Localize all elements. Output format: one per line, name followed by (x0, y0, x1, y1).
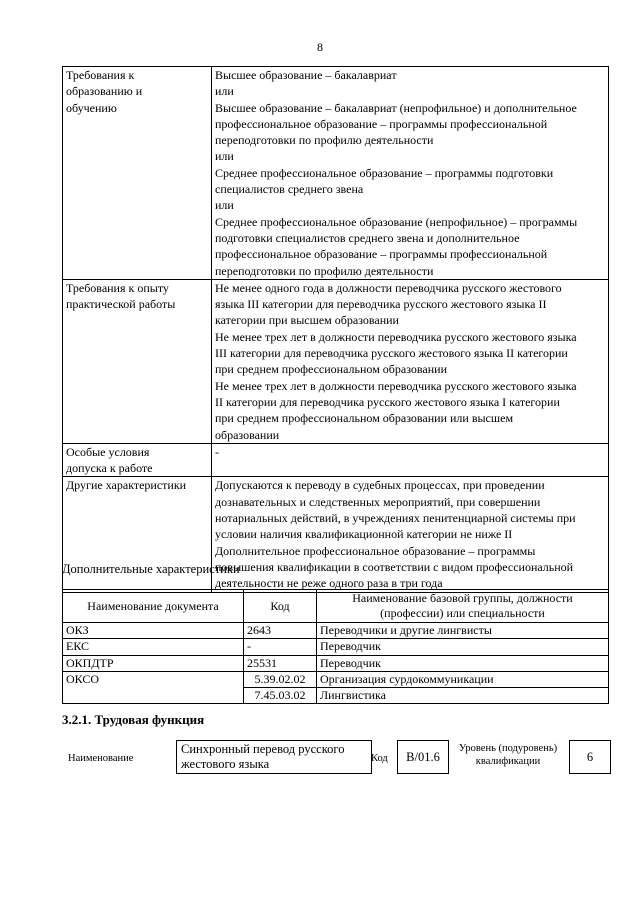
name-label: Наименование (68, 753, 134, 764)
row-value: Не менее одного года в должности переводчика русского жестового языка III категории для переводчика русского жестового языка II категории при высшем образовании Не менее трех лет в должности переводчика русского жестового языка III категории для переводчика русского жестового языка II категории при среднем профессиональном образовании Не менее трех лет в должности переводчика русского жестового языка II категории для переводчика русского жестового языка I категории при среднем профессиональном образовании или высшем образовании (212, 279, 609, 443)
table-row (63, 67, 609, 280)
table-cell: 25531 (244, 655, 317, 671)
table-cell: - (244, 639, 317, 655)
additional-characteristics-table (62, 589, 609, 704)
requirements-table (62, 66, 609, 593)
qualification-level-label: Уровень (подуровень) квалификации (458, 743, 558, 767)
column-header: Наименование документа (63, 590, 244, 623)
code-value-box: B/01.6 (397, 740, 449, 774)
table-cell: ОКСО (63, 671, 244, 704)
table-header-row (63, 590, 609, 623)
column-header: Наименование базовой группы, должности (профессии) или специальности (317, 590, 609, 623)
table-cell: 7.45.03.02 (244, 688, 317, 704)
table-cell: Переводчик (317, 655, 609, 671)
table-cell: ОКЗ (63, 623, 244, 639)
row-value: - (212, 443, 609, 477)
table-cell: 2643 (244, 623, 317, 639)
function-name-box: Синхронный перевод русского жестового языка (176, 740, 372, 774)
table-row (63, 623, 609, 639)
labor-function-row (62, 740, 622, 776)
code-label: Код (371, 753, 388, 764)
row-label: Требования к образованию и обучению (63, 67, 212, 280)
column-header: Код (244, 590, 317, 623)
table-row (63, 443, 609, 477)
table-cell: ЕКС (63, 639, 244, 655)
row-label: Требования к опыту практической работы (63, 279, 212, 443)
row-label: Другие характеристики (63, 477, 212, 592)
page-number: 8 (317, 40, 323, 54)
table-row (63, 671, 609, 687)
additional-characteristics-caption: Дополнительные характеристики (62, 562, 240, 576)
table-row (63, 279, 609, 443)
table-cell: Переводчики и другие лингвисты (317, 623, 609, 639)
table-cell: Переводчик (317, 639, 609, 655)
row-value: Допускаются к переводу в судебных процессах, при проведении дознавательных и следственных мероприятий, при совершении нотариальных действий, в учреждениях пенитенциарной системы при условии наличия квалификационной категории не ниже II Дополнительное профессиональное образование – программы повышения квалификации в соответствии с видом профессиональной деятельности не реже одного раза в три года (212, 477, 609, 592)
table-cell: 5.39.02.02 (244, 671, 317, 687)
labor-function-title: 3.2.1. Трудовая функция (62, 712, 205, 727)
qualification-level-box: 6 (569, 740, 611, 774)
table-cell: Лингвистика (317, 688, 609, 704)
row-value: Высшее образование – бакалавриат или Высшее образование – бакалавриат (непрофильное) и дополнительное профессиональное образование – программы профессиональной переподготовки по профилю деятельности или Среднее профессиональное образование – программы подготовки специалистов среднего звена или Среднее профессиональное образование (непрофильное) – программы подготовки специалистов среднего звена и дополнительное профессиональное образование – программы профессиональной переподготовки по профилю деятельности (212, 67, 609, 280)
table-row (63, 639, 609, 655)
table-cell: Организация сурдокоммуникации (317, 671, 609, 687)
table-cell: ОКПДТР (63, 655, 244, 671)
table-row (63, 655, 609, 671)
row-label: Особые условия допуска к работе (63, 443, 212, 477)
